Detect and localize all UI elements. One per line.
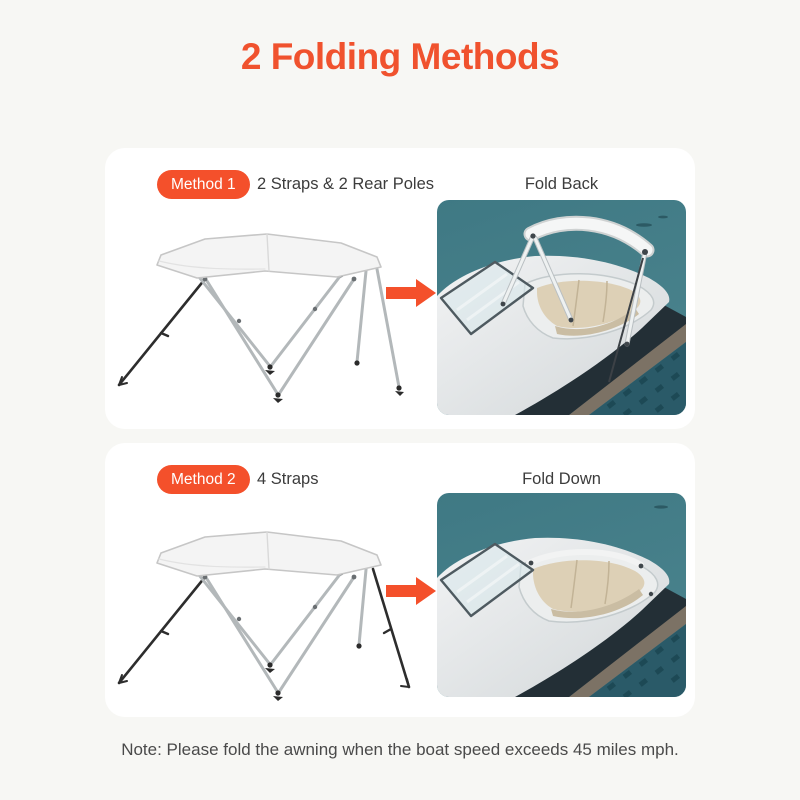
arrow-right-icon xyxy=(386,577,436,605)
boat-photo-fold-back xyxy=(437,200,686,415)
arrow-right-icon xyxy=(386,279,436,307)
method-1-feature-label: 2 Straps & 2 Rear Poles xyxy=(257,175,435,193)
method-2-card xyxy=(105,443,695,717)
boat-photo-fold-down xyxy=(437,493,686,697)
method-1-fold-label: Fold Back xyxy=(524,175,599,193)
method-2-feature-label: 4 Straps xyxy=(257,470,319,488)
bimini-frame-illustration-method-1 xyxy=(109,227,425,407)
method-2-fold-label: Fold Down xyxy=(522,470,601,488)
bimini-frame-illustration-method-2 xyxy=(109,525,425,705)
page-title: 2 Folding Methods xyxy=(240,36,560,77)
speed-note: Note: Please fold the awning when the boat speed exceeds 45 miles mph. xyxy=(121,740,679,759)
method-2-badge: Method 2 xyxy=(157,465,250,494)
method-1-card xyxy=(105,148,695,429)
method-1-badge: Method 1 xyxy=(157,170,250,199)
